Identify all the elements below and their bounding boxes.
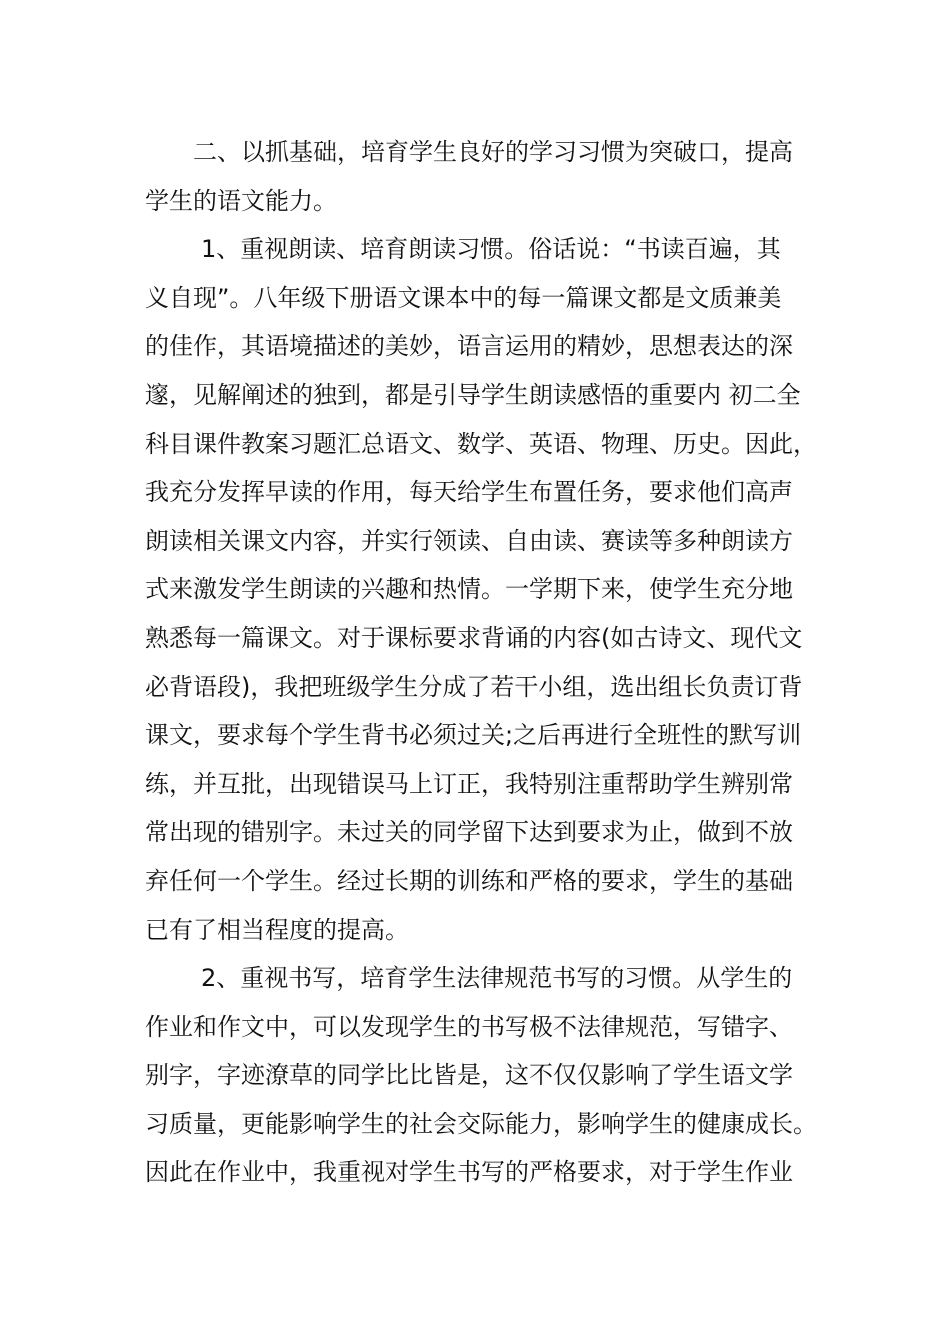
paragraph-2-line-8: 式来激发学生朗读的兴趣和热情。一学期下来，使学生充分地: [145, 575, 793, 604]
paragraph-2-line-1: 1、重视朗读、培育朗读习惯。俗话说：“书读百遍，其: [201, 235, 781, 264]
paragraph-2-line-12: 练，并互批，出现错误马上订正，我特别注重帮助学生辨别常: [145, 769, 793, 798]
paragraph-2-line-2: 义自现”。八年级下册语文课本中的每一篇课文都是文质兼美: [145, 283, 782, 312]
paragraph-2-line-6: 我充分发挥早读的作用，每天给学生布置任务，要求他们高声: [145, 478, 793, 507]
paragraph-3-line-3: 别字，字迹潦草的同学比比皆是，这不仅仅影响了学生语文学: [145, 1061, 793, 1090]
paragraph-2-line-5: 科目课件教案习题汇总语文、数学、英语、物理、历史。因此，: [145, 429, 817, 458]
paragraph-2-line-4: 邃，见解阐述的独到，都是引导学生朗读感悟的重要内 初二全: [145, 380, 801, 409]
paragraph-3-line-2: 作业和作文中，可以发现学生的书写极不法律规范，写错字、: [145, 1012, 793, 1041]
paragraph-2-line-13: 常出现的错别字。未过关的同学留下达到要求为止，做到不放: [145, 818, 793, 847]
paragraph-3-line-5: 因此在作业中，我重视对学生书写的严格要求，对于学生作业: [145, 1158, 793, 1187]
paragraph-3-line-4: 习质量，更能影响学生的社会交际能力，影响学生的健康成长。: [145, 1109, 817, 1138]
paragraph-2-line-10: 必背语段)，我把班级学生分成了若干小组，选出组长负责订背: [145, 672, 803, 701]
paragraph-2-line-3: 的佳作，其语境描述的美妙，语言运用的精妙，思想表达的深: [145, 332, 793, 361]
document-body: [145, 128, 817, 1197]
paragraph-3-line-1: 2、重视书写，培育学生法律规范书写的习惯。从学生的: [201, 964, 793, 993]
paragraph-2-line-14: 弃任何一个学生。经过长期的训练和严格的要求，学生的基础: [145, 866, 793, 895]
paragraph-2-line-7: 朗读相关课文内容，并实行领读、自由读、赛读等多种朗读方: [145, 526, 793, 555]
paragraph-2-line-9: 熟悉每一篇课文。对于课标要求背诵的内容(如古诗文、现代文: [145, 623, 803, 652]
paragraph-1-line-2: 学生的语文能力。: [145, 186, 337, 215]
paragraph-2-line-15: 已有了相当程度的提高。: [145, 915, 409, 944]
paragraph-2-line-11: 课文，要求每个学生背书必须过关;之后再进行全班性的默写训: [145, 721, 802, 750]
paragraph-1-line-1: 二、以抓基础，培育学生良好的学习习惯为突破口，提高: [193, 138, 793, 166]
